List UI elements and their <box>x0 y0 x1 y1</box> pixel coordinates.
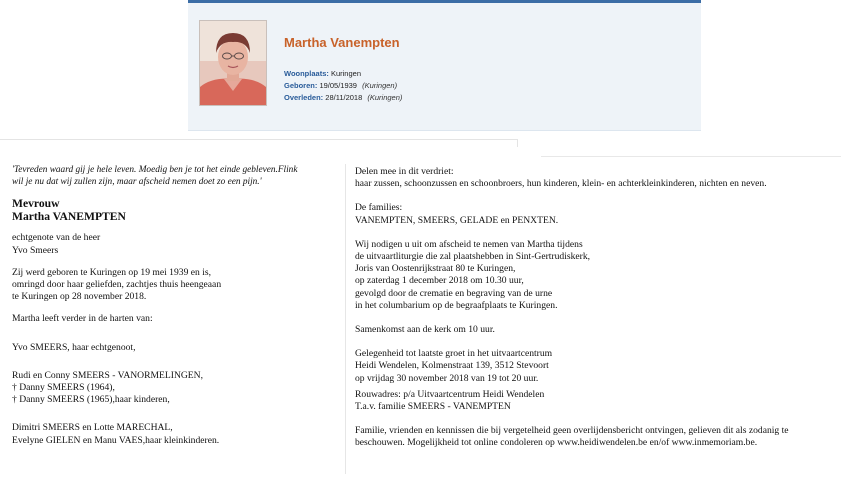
kids-line-2: † Danny SMEERS (1964), <box>12 382 115 394</box>
born-line-1: Zij werd geboren te Kuringen op 19 mei 1939 en is, <box>12 266 212 278</box>
geboren-place: (Kuringen) <box>362 81 398 90</box>
overleden-row <box>284 93 402 102</box>
overleden-date: 28/11/2018 <box>325 93 363 102</box>
note-line-1: Familie, vrienden en kennissen die bij vergetelheid geen overlijdensbericht ontvingen, gelieven dit als zodanig te <box>355 425 789 437</box>
greeting-line-1: Gelegenheid tot laatste groet in het uitvaartcentrum <box>355 348 553 360</box>
families-line-2: VANEMPTEN, SMEERS, GELADE en PENXTEN. <box>355 214 559 226</box>
invite-line-4: op zaterdag 1 december 2018 om 10.30 uur, <box>355 275 524 287</box>
husband-line: Yvo SMEERS, haar echtgenoot, <box>12 341 136 353</box>
geboren-label: Geboren: <box>284 81 318 90</box>
quote-line-2: wil je nu dat wij zullen zijn, maar afscheid nemen doet zo een pijn.' <box>12 177 262 188</box>
notice-left-column <box>12 164 344 447</box>
overleden-label: Overleden: <box>284 93 324 102</box>
note-line-2: beschouwen. Mogelijkheid tot online condoleren op www.heidiwendelen.be en/of www.inmemoriam.be. <box>355 437 758 449</box>
share-line-1: Delen mee in dit verdriet: <box>355 166 454 177</box>
grandkids-line-2: Evelyne GIELEN en Manu VAES,haar kleinkinderen. <box>12 434 220 446</box>
title-mevrouw: Mevrouw <box>12 197 60 211</box>
grandkids-line-1: Dimitri SMEERS en Lotte MARECHAL, <box>12 422 173 434</box>
overleden-place: (Kuringen) <box>367 93 403 102</box>
deceased-name: Martha Vanempten <box>284 35 400 50</box>
born-line-2: omringd door haar geliefden, zachtjes thuis heengeaan <box>12 279 222 291</box>
profile-card <box>188 3 701 131</box>
kids-line-3: † Danny SMEERS (1965),haar kinderen, <box>12 394 170 406</box>
notice-right-rule <box>541 156 841 157</box>
invite-line-3: Joris van Oostenrijkstraat 80 te Kuringen, <box>355 263 516 275</box>
greeting-line-3: op vrijdag 30 november 2018 van 19 tot 20 uur. <box>355 372 539 384</box>
notice-right-column <box>355 166 841 450</box>
invite-line-2: de uitvaartliturgie die zal plaatshebben in Sint-Gertrudiskerk, <box>355 251 591 263</box>
invite-line-1: Wij nodigen u uit om afscheid te nemen van Martha tijdens <box>355 238 583 250</box>
woonplaats-value: Kuringen <box>330 69 361 78</box>
invite-line-5: gevolgd door de crematie en begraving van de urne <box>355 287 553 299</box>
woonplaats-row <box>284 69 361 78</box>
spouse-line-1: echtgenote van de heer <box>12 232 101 244</box>
meeting-line: Samenkomst aan de kerk om 10 uur. <box>355 324 495 336</box>
born-line-3: te Kuringen op 28 november 2018. <box>12 291 147 303</box>
greeting-line-2: Heidi Wendelen, Kolmenstraat 139, 3512 Stevoort <box>355 360 549 372</box>
title-name: Martha VANEMPTEN <box>12 210 126 224</box>
address-line-2: T.a.v. familie SMEERS - VANEMPTEN <box>355 401 511 413</box>
geboren-date: 19/05/1939 <box>319 81 357 90</box>
portrait-illustration <box>200 21 266 105</box>
kids-line-1: Rudi en Conny SMEERS - VANORMELINGEN, <box>12 369 203 381</box>
share-line-2: haar zussen, schoonzussen en schoonbroers, hun kinderen, klein- en achterkleinkinderen, nichten en neven. <box>355 178 767 190</box>
invite-line-6: in het columbarium op de begraafplaats te Kuringen. <box>355 299 558 311</box>
woonplaats-label: Woonplaats: <box>284 69 329 78</box>
notice-corner-edge <box>517 139 518 147</box>
geboren-row <box>284 81 397 90</box>
notice-top-edge <box>0 139 517 140</box>
families-line-1: De families: <box>355 202 403 214</box>
spouse-line-2: Yvo Smeers <box>12 244 59 256</box>
portrait-photo <box>199 20 267 106</box>
lives-line: Martha leeft verder in de harten van: <box>12 313 153 325</box>
address-line-1: Rouwadres: p/a Uitvaartcentrum Heidi Wendelen <box>355 388 545 400</box>
column-divider <box>345 164 346 474</box>
quote-line-1: 'Tevreden waard gij je hele leven. Moedig ben je tot het einde gebleven.Flink <box>12 165 298 175</box>
